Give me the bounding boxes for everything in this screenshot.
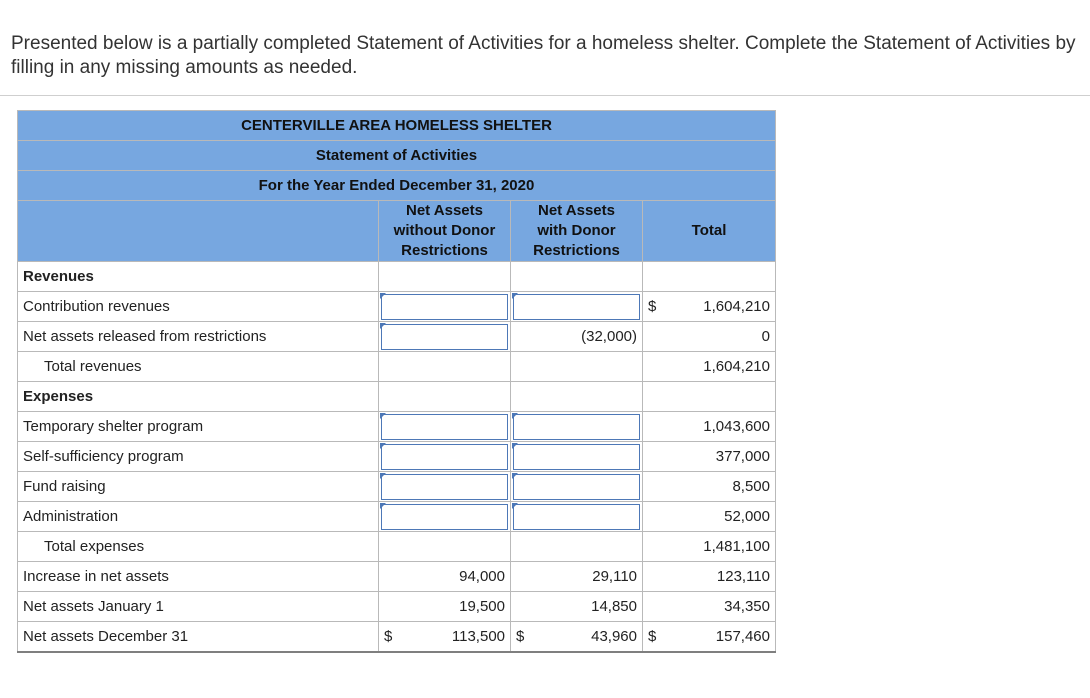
- header-blank: [18, 201, 379, 262]
- released-with: (32,000): [511, 322, 643, 352]
- row-contribution-revenues: [18, 292, 776, 322]
- released-total: 0: [643, 322, 776, 352]
- self-total: 377,000: [643, 442, 776, 472]
- fund-without-input[interactable]: [381, 474, 508, 500]
- total-expenses-label: Total expenses: [18, 532, 379, 562]
- fund-with-input[interactable]: [513, 474, 640, 500]
- self-label: Self-sufficiency program: [18, 442, 379, 472]
- dec-without: 113,500: [451, 627, 505, 645]
- row-administration: [18, 502, 776, 532]
- temp-total: 1,043,600: [643, 412, 776, 442]
- contribution-label: Contribution revenues: [18, 292, 379, 322]
- row-revenues-heading: [18, 262, 776, 292]
- row-expenses-heading: [18, 382, 776, 412]
- jan-with: 14,850: [511, 592, 643, 622]
- self-without-input[interactable]: [381, 444, 508, 470]
- statement-title: Statement of Activities: [18, 141, 776, 171]
- row-total-revenues: [18, 352, 776, 382]
- statement-of-activities-table: [17, 110, 776, 653]
- total-revenues-label: Total revenues: [18, 352, 379, 382]
- self-with-input[interactable]: [513, 444, 640, 470]
- total-expenses-total: 1,481,100: [643, 532, 776, 562]
- dollar-sign: $: [384, 627, 393, 645]
- temp-label: Temporary shelter program: [18, 412, 379, 442]
- admin-label: Administration: [18, 502, 379, 532]
- statement-period: For the Year Ended December 31, 2020: [18, 171, 776, 201]
- jan-total: 34,350: [643, 592, 776, 622]
- fund-total: 8,500: [643, 472, 776, 502]
- row-temporary-shelter: [18, 412, 776, 442]
- contribution-with-input[interactable]: [513, 294, 640, 320]
- increase-with: 29,110: [511, 562, 643, 592]
- admin-with-input[interactable]: [513, 504, 640, 530]
- total-revenues-total: 1,604,210: [643, 352, 776, 382]
- col-header-total: Total: [643, 201, 776, 262]
- jan-label: Net assets January 1: [18, 592, 379, 622]
- row-increase: [18, 562, 776, 592]
- dec-with: 43,960: [591, 627, 637, 645]
- dollar-sign: $: [516, 627, 525, 645]
- org-name: CENTERVILLE AREA HOMELESS SHELTER: [18, 111, 776, 141]
- dec-total: 157,460: [715, 627, 770, 645]
- admin-total: 52,000: [643, 502, 776, 532]
- revenues-heading: Revenues: [18, 262, 379, 292]
- jan-without: 19,500: [379, 592, 511, 622]
- row-total-expenses: [18, 532, 776, 562]
- increase-without: 94,000: [379, 562, 511, 592]
- row-fund-raising: [18, 472, 776, 502]
- increase-total: 123,110: [643, 562, 776, 592]
- dollar-sign: $: [648, 627, 657, 645]
- row-net-assets-dec: [18, 622, 776, 652]
- released-without-input[interactable]: [381, 324, 508, 350]
- col-header-without-donor: Net Assets without Donor Restrictions: [379, 201, 511, 262]
- temp-with-input[interactable]: [513, 414, 640, 440]
- dec-label: Net assets December 31: [18, 622, 379, 652]
- contribution-total: 1,604,210: [703, 298, 770, 315]
- row-self-sufficiency: [18, 442, 776, 472]
- admin-without-input[interactable]: [381, 504, 508, 530]
- increase-label: Increase in net assets: [18, 562, 379, 592]
- instructions-text: Presented below is a partially completed Statement of Activities for a homeless shelter. Complete the Statement of Activities by filling in any missing amounts as needed.: [11, 33, 1076, 78]
- contribution-without-input[interactable]: [381, 294, 508, 320]
- row-released: [18, 322, 776, 352]
- row-net-assets-jan: [18, 592, 776, 622]
- released-label: Net assets released from restrictions: [18, 322, 379, 352]
- divider: [0, 95, 1090, 96]
- fund-label: Fund raising: [18, 472, 379, 502]
- col-header-with-donor: Net Assets with Donor Restrictions: [511, 201, 643, 262]
- expenses-heading: Expenses: [18, 382, 379, 412]
- temp-without-input[interactable]: [381, 414, 508, 440]
- dollar-sign: $: [648, 298, 657, 315]
